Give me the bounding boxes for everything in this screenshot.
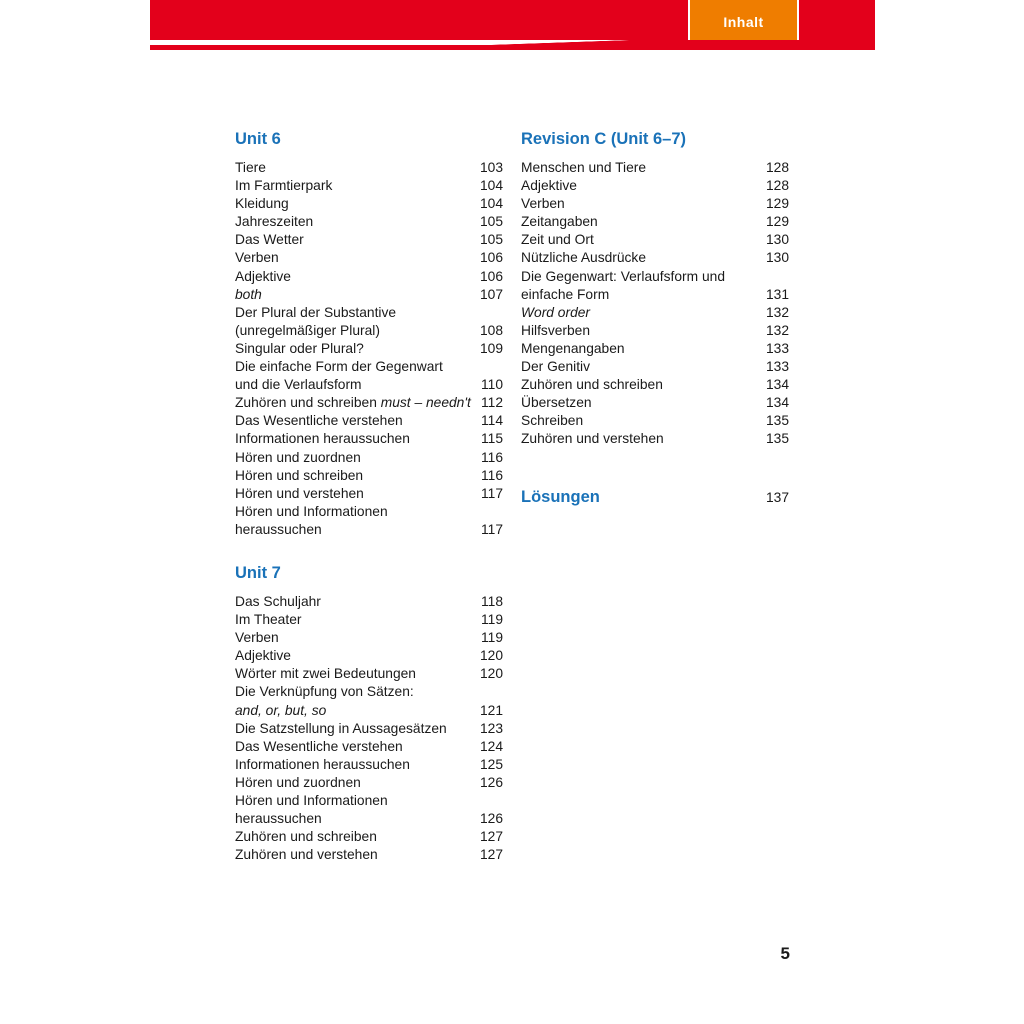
toc-entry[interactable] <box>235 521 503 539</box>
entry-page: 132 <box>765 322 789 338</box>
toc-entry[interactable] <box>235 322 503 340</box>
unit6-title: Unit 6 <box>235 130 281 148</box>
toc-entry[interactable] <box>235 430 503 448</box>
entry-title: Verben <box>521 196 565 212</box>
toc-entry[interactable] <box>235 376 503 394</box>
entry-title: Wörter mit zwei Bedeutungen <box>235 666 416 682</box>
loesungen-page: 137 <box>765 490 789 505</box>
toc-entry[interactable] <box>235 213 503 231</box>
entry-page: 107 <box>479 286 503 302</box>
toc-entry[interactable] <box>521 358 789 376</box>
entry-page: 133 <box>765 340 789 356</box>
entry-title: einfache Form <box>521 286 610 302</box>
entry-page: 123 <box>479 720 503 736</box>
entry-page: 120 <box>479 666 503 682</box>
toc-entry[interactable] <box>235 629 503 647</box>
entry-page: 114 <box>481 413 503 429</box>
entry-page: 125 <box>479 756 503 772</box>
entry-title: Word order <box>521 304 591 320</box>
entry-title: Der Plural der Substantive <box>235 304 397 320</box>
entry-title: Menschen und Tiere <box>521 160 647 175</box>
entry-title: Das Schuljahr <box>235 594 321 609</box>
entry-page: 129 <box>765 196 789 212</box>
entry-title: both <box>235 286 262 302</box>
entry-page: 109 <box>479 340 503 356</box>
toc-entry[interactable] <box>521 376 789 394</box>
entry-page: 130 <box>765 232 789 248</box>
loesungen-entry[interactable] <box>521 488 789 507</box>
toc-entry[interactable] <box>235 846 503 864</box>
entry-title: Zuhören und schreiben <box>235 829 377 845</box>
toc-entry[interactable] <box>235 195 503 213</box>
toc-entry[interactable] <box>521 249 789 267</box>
entry-title: Zeitangaben <box>521 214 598 230</box>
toc-entry[interactable] <box>521 304 789 322</box>
entry-page: 127 <box>479 829 503 845</box>
toc-entry[interactable] <box>235 774 503 792</box>
entry-title: Das Wetter <box>235 232 304 248</box>
entry-title: Hilfsverben <box>521 322 591 338</box>
entry-page: 127 <box>479 847 503 863</box>
toc-entry[interactable] <box>235 159 503 177</box>
entry-title: Verben <box>235 250 279 266</box>
entry-page: 104 <box>479 196 503 212</box>
revision-c-section <box>521 127 789 449</box>
entry-page: 108 <box>479 322 503 338</box>
toc-entry[interactable] <box>235 231 503 249</box>
entry-title: Zeit und Ort <box>521 232 594 248</box>
entry-page: 118 <box>481 594 503 609</box>
entry-page: 106 <box>479 268 503 284</box>
entry-title: Hören und zuordnen <box>235 449 361 465</box>
toc-entry[interactable] <box>235 647 503 665</box>
toc-entry[interactable] <box>521 195 789 213</box>
entry-page: 117 <box>481 485 503 501</box>
entry-title: Zuhören und schreiben <box>521 377 663 393</box>
toc-entry[interactable] <box>521 177 789 195</box>
toc-entry[interactable] <box>235 412 503 430</box>
entry-page: 126 <box>479 774 503 790</box>
revision-c-title: Revision C (Unit 6–7) <box>521 130 687 148</box>
entry-page: 135 <box>765 431 789 447</box>
entry-page: 110 <box>481 377 503 393</box>
entry-title: Tiere <box>235 160 266 175</box>
entry-title: heraussuchen <box>235 521 322 537</box>
entry-title: Singular oder Plural? <box>235 340 364 356</box>
entry-page: 131 <box>765 286 789 302</box>
toc-entry[interactable] <box>521 159 789 177</box>
toc-entry[interactable] <box>235 358 503 376</box>
entry-title-italic: must – needn't <box>380 395 471 411</box>
toc-entry[interactable] <box>235 485 503 503</box>
entry-title: Zuhören und verstehen <box>521 431 664 447</box>
entry-page: 133 <box>765 359 789 375</box>
entry-title: Adjektive <box>521 178 577 194</box>
toc-entry[interactable] <box>235 177 503 195</box>
entry-title <box>235 394 475 412</box>
entry-title: Verben <box>235 630 279 646</box>
toc-entry[interactable] <box>521 322 789 340</box>
toc-entry[interactable] <box>235 394 503 412</box>
entry-page: 104 <box>479 178 503 194</box>
toc-entry[interactable] <box>235 702 503 720</box>
toc-entry[interactable] <box>521 231 789 249</box>
entry-page: 106 <box>479 250 503 266</box>
entry-title: Die einfache Form der Gegenwart <box>235 359 443 375</box>
toc-entry[interactable] <box>235 304 503 322</box>
unit6-section <box>235 127 503 539</box>
toc-entry[interactable] <box>235 738 503 756</box>
entry-title: (unregelmäßiger Plural) <box>235 322 380 338</box>
entry-title: Übersetzen <box>521 395 592 411</box>
toc-entry[interactable] <box>235 756 503 774</box>
toc-entry[interactable] <box>521 394 789 412</box>
entry-title: und die Verlaufsform <box>235 377 362 393</box>
toc-entry[interactable] <box>235 593 503 611</box>
entry-title: Im Farmtierpark <box>235 178 333 194</box>
entry-title: Die Gegenwart: Verlaufsform und <box>521 268 725 284</box>
entry-page: 124 <box>479 738 503 754</box>
entry-title: Adjektive <box>235 648 291 664</box>
entry-page: 105 <box>479 214 503 230</box>
entry-title-text: Zuhören und schreiben <box>235 395 381 411</box>
toc-entry[interactable] <box>235 810 503 828</box>
entry-page: 119 <box>481 612 503 628</box>
entry-page: 128 <box>765 160 789 175</box>
entry-title: Mengenangaben <box>521 340 625 356</box>
entry-page: 134 <box>765 395 789 411</box>
toc-entry[interactable] <box>235 611 503 629</box>
toc-entry[interactable] <box>235 665 503 683</box>
entry-page: 126 <box>479 811 503 827</box>
toc-entry[interactable] <box>235 449 503 467</box>
entry-title: Jahreszeiten <box>235 214 314 230</box>
entry-title: Informationen heraussuchen <box>235 756 410 772</box>
entry-page: 116 <box>481 449 503 465</box>
entry-page: 121 <box>479 702 503 718</box>
entry-title: Das Wesentliche verstehen <box>235 738 403 754</box>
toc-entry[interactable] <box>235 683 503 701</box>
entry-title: Kleidung <box>235 196 289 212</box>
toc-entry[interactable] <box>235 340 503 358</box>
toc-entry[interactable] <box>521 213 789 231</box>
unit7-title: Unit 7 <box>235 564 281 582</box>
page-number: 5 <box>780 944 790 963</box>
entry-page: 135 <box>765 413 789 429</box>
entry-page: 119 <box>481 630 503 646</box>
entry-title: Schreiben <box>521 413 584 429</box>
entry-title: Hören und zuordnen <box>235 774 361 790</box>
entry-page: 105 <box>479 232 503 248</box>
tab-inhalt[interactable]: Inhalt <box>688 0 799 40</box>
toc-entry[interactable] <box>521 412 789 430</box>
entry-page: 129 <box>765 214 789 230</box>
toc-entry[interactable] <box>235 828 503 846</box>
entry-page: 112 <box>481 395 503 411</box>
toc-entry[interactable] <box>235 467 503 485</box>
entry-page: 116 <box>481 467 503 483</box>
entry-title: Zuhören und verstehen <box>235 847 378 863</box>
header-rule <box>150 45 875 50</box>
entry-page: 120 <box>479 648 503 664</box>
entry-page: 115 <box>481 431 503 447</box>
entry-title: Im Theater <box>235 612 302 628</box>
entry-title: and, or, but, so <box>235 702 327 718</box>
entry-title: heraussuchen <box>235 811 322 827</box>
toc-entry[interactable] <box>235 286 503 304</box>
toc-entry[interactable] <box>235 792 503 810</box>
entry-title: Hören und Informationen <box>235 793 388 809</box>
entry-page: 103 <box>479 160 503 175</box>
toc-entry[interactable] <box>235 249 503 267</box>
entry-page: 128 <box>765 178 789 194</box>
toc-entry[interactable] <box>521 340 789 358</box>
toc-entry[interactable] <box>521 430 789 448</box>
toc-entry[interactable] <box>521 286 789 304</box>
entry-page: 117 <box>481 521 503 537</box>
entry-title: Der Genitiv <box>521 359 591 375</box>
entry-title: Das Wesentliche verstehen <box>235 413 403 429</box>
entry-title: Hören und Informationen <box>235 503 388 519</box>
toc-entry[interactable] <box>235 268 503 286</box>
entry-title: Nützliche Ausdrücke <box>521 250 647 266</box>
toc-entry[interactable] <box>235 503 503 521</box>
entry-page: 134 <box>765 377 789 393</box>
loesungen-title: Lösungen <box>521 488 600 506</box>
toc-entry[interactable] <box>521 268 789 286</box>
entry-title: Hören und schreiben <box>235 467 364 483</box>
entry-title: Die Satzstellung in Aussagesätzen <box>235 720 447 736</box>
unit7-section <box>235 561 503 864</box>
entry-page: 132 <box>765 304 789 320</box>
entry-page: 130 <box>765 250 789 266</box>
entry-title: Adjektive <box>235 268 291 284</box>
entry-title: Die Verknüpfung von Sätzen: <box>235 684 414 700</box>
entry-title: Hören und verstehen <box>235 485 364 501</box>
entry-title: Informationen heraussuchen <box>235 431 410 447</box>
toc-entry[interactable] <box>235 720 503 738</box>
